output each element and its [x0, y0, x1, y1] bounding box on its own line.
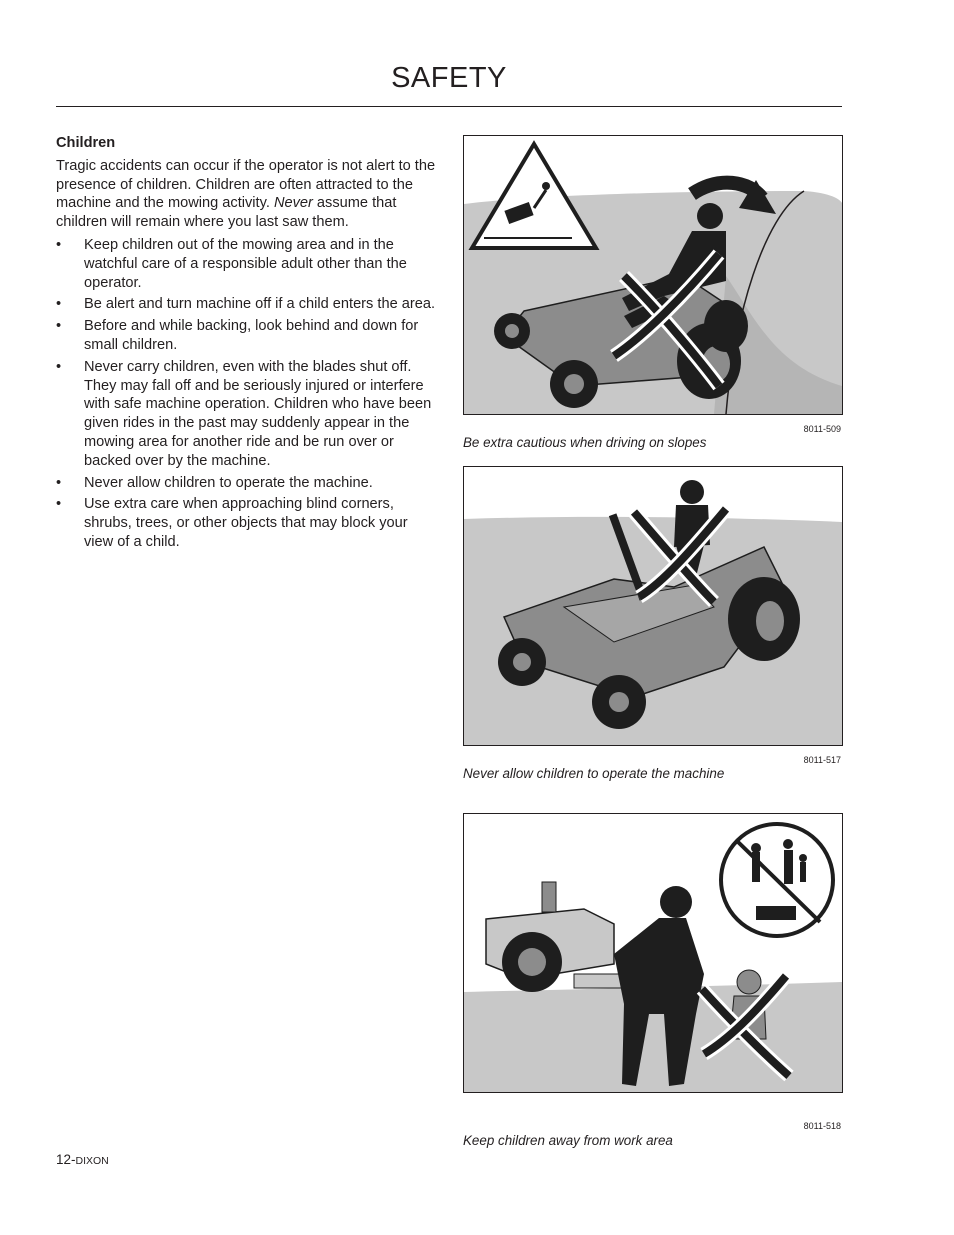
mower-icon: [486, 882, 624, 992]
page-footer: [56, 1152, 109, 1167]
safety-bullet-list: [56, 236, 438, 552]
figure-code: 8011-509: [803, 424, 841, 434]
list-item-text: Keep children out of the mowing area and in the watchful care of a responsible adult other than the operator.: [84, 236, 407, 291]
intro-emphasis: Never: [273, 195, 313, 212]
figure-code: 8011-518: [803, 1121, 841, 1131]
list-item: [56, 358, 438, 471]
title-divider: [56, 106, 842, 107]
bullet-icon: •: [56, 296, 62, 313]
child-operating-illustration: [463, 466, 843, 746]
no-children-sign-icon: [721, 824, 833, 936]
bullet-icon: •: [56, 236, 62, 253]
figure-caption: Never allow children to operate the machine: [463, 766, 725, 781]
section-heading: Children: [56, 135, 116, 151]
list-item-text: Never allow children to operate the machine.: [84, 474, 373, 491]
intro-text-1: Tragic accidents can occur if the operator is not alert to the presence of children. Children are often attracted to the machine and the mowing activity.: [56, 157, 436, 212]
list-item: [56, 317, 438, 355]
list-item-text: Be alert and turn machine off if a child enters the area.: [84, 296, 435, 313]
list-item-text: Before and while backing, look behind and down for small children.: [84, 318, 419, 353]
list-item: [56, 295, 438, 314]
keep-children-away-illustration: [463, 813, 843, 1093]
bullet-icon: •: [56, 358, 62, 375]
children-section: [56, 134, 438, 555]
list-item: [56, 495, 438, 551]
intro-text-2: assume that children will remain where you last saw them.: [56, 195, 397, 231]
list-item: [56, 474, 438, 493]
brand-name: DIXON: [75, 1155, 109, 1167]
bullet-icon: •: [56, 496, 62, 513]
intro-paragraph: [56, 157, 438, 232]
bullet-icon: •: [56, 318, 62, 335]
slope-illustration: [463, 135, 843, 415]
figure-caption: Keep children away from work area: [463, 1133, 673, 1148]
list-item: [56, 236, 438, 292]
figure-caption: Be extra cautious when driving on slopes: [463, 435, 707, 450]
page-number: 12-: [56, 1152, 76, 1167]
list-item-text: Use extra care when approaching blind corners, shrubs, trees, or other objects that may block your view of a child.: [84, 496, 408, 550]
figure-code: 8011-517: [803, 755, 841, 765]
list-item-text: Never carry children, even with the blades shut off. They may fall off and be seriously injured or interfere with safe machine operation. Children who have been given rides in the past may suddenly appear in the mowing area for another ride and be run over or backed over by the machine.: [84, 358, 432, 469]
page-title: SAFETY: [391, 62, 507, 94]
bullet-icon: •: [56, 474, 62, 491]
